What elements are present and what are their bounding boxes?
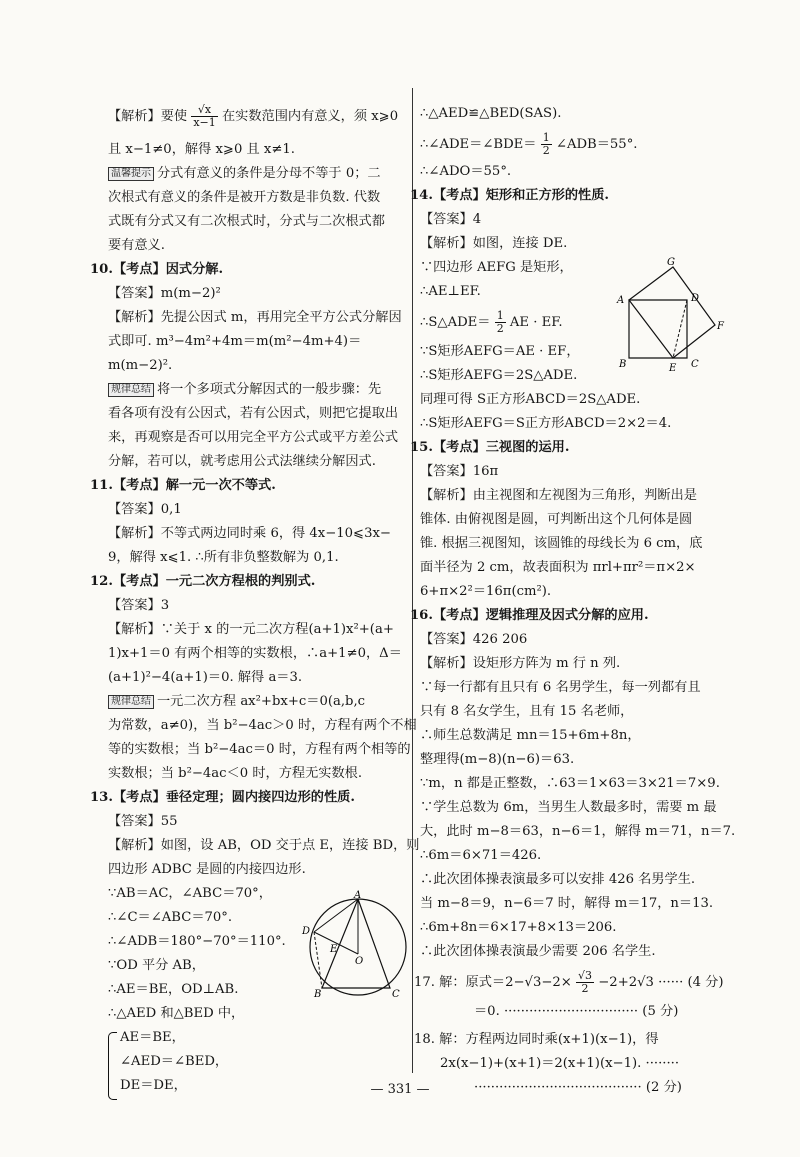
- rectangle-aefg: [629, 267, 715, 358]
- line: ∵每一行都有且只有 6 名男学生，每一列都有且: [420, 680, 701, 695]
- answer-line: 【答案】16π: [420, 464, 499, 479]
- text: ∴∠ADE＝∠BDE＝: [420, 137, 537, 152]
- column-divider: [412, 88, 413, 1073]
- line: ∴∠ADO＝55°.: [420, 164, 512, 179]
- question-heading: 11.【考点】解一元一次不等式.: [90, 478, 276, 493]
- question-heading: 16.【考点】逻辑推理及因式分解的应用.: [410, 608, 649, 623]
- text: 【解析】要使: [108, 109, 188, 124]
- line: 分解，若可以，就考虑用公式法继续分解因式.: [108, 454, 376, 469]
- page-number: — 331 —: [370, 1082, 430, 1097]
- line: 看各项有没有公因式，若有公因式，则把它提取出: [108, 406, 399, 421]
- line: 同理可得 S正方形ABCD＝2S△ADE.: [420, 392, 641, 407]
- line: DE＝DE，: [120, 1078, 187, 1093]
- answer-line: 【答案】0,1: [108, 502, 182, 517]
- label-d: D: [691, 293, 700, 304]
- text: 将一个多项式分解因式的一般步骤：先: [157, 382, 382, 397]
- line: ∴此次团体操表演最少需要 206 名学生.: [420, 944, 656, 959]
- line: ＝0. ································ (5 分): [474, 1004, 679, 1019]
- line: ∴AE⊥EF.: [420, 284, 481, 299]
- line: 【解析】由主视图和左视图为三角形，判断出是: [420, 488, 697, 503]
- line: 实数根；当 b²−4ac＜0 时，方程无实数根.: [108, 766, 363, 781]
- square-rectangle-figure: [615, 255, 730, 380]
- fraction: [541, 132, 552, 157]
- line: [420, 310, 563, 335]
- text: 分式有意义的条件是分母不等于 0；二: [157, 166, 381, 181]
- line: 【解析】先提公因式 m，再用完全平方公式分解因: [108, 310, 402, 325]
- text: 17. 解：原式＝2−√3−2×: [414, 975, 572, 990]
- line: 9，解得 x⩽1. ∴所有非负整数解为 0,1.: [108, 550, 339, 565]
- line: 面半径为 2 cm，故表面积为 πrl+πr²＝π×2×: [420, 560, 696, 575]
- line: [108, 692, 365, 712]
- numerator: √x: [191, 104, 217, 117]
- question-heading: 14.【考点】矩形和正方形的性质.: [410, 188, 609, 203]
- line: ∵四边形 AEFG 是矩形，: [420, 260, 573, 275]
- label-e: E: [669, 363, 677, 374]
- label-d: D: [302, 926, 311, 937]
- fraction: [576, 970, 594, 995]
- text: −2+2√3 ······ (4 分): [598, 975, 724, 990]
- line: 锥体. 由俯视图是圆，可判断出这个几何体是圆: [420, 512, 693, 527]
- line: ∴S矩形AEFG＝2S△ADE.: [420, 368, 578, 383]
- line: [108, 104, 398, 129]
- label-a: A: [354, 890, 362, 901]
- square-abcd: [629, 300, 687, 358]
- line: 只有 8 名女学生，且有 15 名老师，: [420, 704, 634, 719]
- label-f: F: [717, 321, 724, 332]
- line: 且 x−1≠0，解得 x⩾0 且 x≠1.: [108, 142, 295, 157]
- question-heading: 12.【考点】一元二次方程根的判别式.: [90, 574, 316, 589]
- text: ∠ADB＝55°.: [555, 137, 638, 152]
- line: ∴△AED 和△BED 中，: [108, 1006, 245, 1021]
- denominator: 2: [496, 322, 504, 335]
- line: ∴此次团体操表演最多可以安排 426 名男学生.: [420, 872, 696, 887]
- line: ∵学生总数为 6m，当男生人数最多时，需要 m 最: [420, 800, 717, 815]
- denominator: 2: [542, 144, 550, 157]
- label-b: B: [619, 359, 627, 370]
- line: ∵m，n 都是正整数，∴63＝1×63＝3×21＝7×9.: [420, 776, 720, 791]
- line: (a+1)²−4(a+1)＝0. 解得 a＝3.: [108, 670, 303, 685]
- line: ∵S矩形AEFG＝AE · EF，: [420, 344, 580, 359]
- line: ········································ (2 分): [474, 1080, 682, 1095]
- line: 来，再观察是否可以用完全平方公式或平方差公式: [108, 430, 399, 445]
- line: ∵AB＝AC，∠ABC＝70°，: [108, 886, 272, 901]
- line: m(m−2)².: [108, 358, 173, 373]
- line: 次根式有意义的条件是被开方数是非负数. 代数: [108, 190, 381, 205]
- line: ∴师生总数满足 mn＝15+6m+8n，: [420, 728, 641, 743]
- denominator: 2: [581, 982, 589, 995]
- line: 6+π×2²＝16π(cm²).: [420, 584, 552, 599]
- line: 【解析】如图，连接 DE.: [420, 236, 568, 251]
- question-line: 18. 解：方程两边同时乘(x+1)(x−1)，得: [414, 1032, 659, 1047]
- numerator: √3: [578, 969, 593, 982]
- line: [108, 164, 381, 184]
- text: AE · EF.: [509, 315, 563, 330]
- segment-bd: [314, 932, 322, 988]
- line: ∠AED＝∠BED，: [120, 1054, 229, 1069]
- line: 【解析】如图，设 AB，OD 交于点 E，连接 BD，则: [108, 838, 420, 853]
- answer-line: 【答案】4: [420, 212, 482, 227]
- line: ∴△AED≌△BED(SAS).: [420, 106, 562, 121]
- line: ∴S矩形AEFG＝S正方形ABCD＝2×2＝4.: [420, 416, 672, 431]
- line: 2x(x−1)+(x+1)＝2(x+1)(x−1). ········: [440, 1056, 680, 1071]
- line: ∴6m＝6×71＝426.: [420, 848, 542, 863]
- fraction: [495, 310, 506, 335]
- text: 在实数范围内有意义，须 x⩾0: [221, 109, 399, 124]
- label-o: O: [355, 956, 364, 967]
- fraction: [191, 104, 217, 129]
- line: 整理得(m−8)(n−6)＝63.: [420, 752, 575, 767]
- line: 大，此时 m−8＝63，n−6＝1，解得 m＝71，n＝7.: [420, 824, 736, 839]
- line: ∴∠ADB＝180°−70°＝110°.: [108, 934, 286, 949]
- summary-badge: 规律总结: [108, 695, 154, 709]
- line: 【解析】不等式两边同时乘 6，得 4x−10⩽3x−: [108, 526, 391, 541]
- answer-line: 【答案】426 206: [420, 632, 528, 647]
- label-g: G: [667, 257, 675, 268]
- denominator: x−1: [193, 116, 216, 129]
- label-a: A: [617, 295, 625, 306]
- numerator: 1: [496, 309, 504, 322]
- question-heading: 15.【考点】三视图的运用.: [410, 440, 570, 455]
- answer-line: 【答案】3: [108, 598, 170, 613]
- question-line: [414, 970, 724, 995]
- line: [420, 132, 637, 157]
- label-e: E: [330, 944, 338, 955]
- line: 四边形 ADBC 是圆的内接四边形.: [108, 862, 306, 877]
- summary-badge: 规律总结: [108, 383, 154, 397]
- label-c: C: [392, 989, 400, 1000]
- numerator: 1: [542, 131, 550, 144]
- text: 一元二次方程 ax²+bx+c＝0(a,b,c: [157, 694, 366, 709]
- tip-badge: 温馨提示: [108, 167, 154, 181]
- question-heading: 10.【考点】因式分解.: [90, 262, 224, 277]
- answer-line: 【答案】55: [108, 814, 178, 829]
- question-heading: 13.【考点】垂径定理；圆内接四边形的性质.: [90, 790, 355, 805]
- line: 【解析】设矩形方阵为 m 行 n 列.: [420, 656, 621, 671]
- line: 锥. 根据三视图知，该圆锥的母线长为 6 cm，底: [420, 536, 703, 551]
- line: [108, 380, 381, 400]
- line: ∴AE＝BE，OD⊥AB.: [108, 982, 239, 997]
- line: ∴6m+8n＝6×17+8×13＝206.: [420, 920, 617, 935]
- line: 1)x+1＝0 有两个相等的实数根，∴a+1≠0，Δ＝: [108, 646, 402, 661]
- line: 等的实数根；当 b²−4ac＝0 时，方程有两个相等的: [108, 742, 411, 757]
- answer-line: 【答案】m(m−2)²: [108, 286, 221, 301]
- line: 要有意义.: [108, 238, 165, 253]
- line: 式既有分式又有二次根式时，分式与二次根式都: [108, 214, 385, 229]
- line: 【解析】∵关于 x 的一元二次方程(a+1)x²+(a+: [108, 622, 394, 637]
- circle-figure: [300, 890, 415, 1000]
- line: 当 m−8＝9，n−6＝7 时，解得 m＝17，n＝13.: [420, 896, 714, 911]
- line: ∴∠C＝∠ABC＝70°.: [108, 910, 233, 925]
- text: ∴S△ADE＝: [420, 315, 491, 330]
- label-b: B: [314, 989, 322, 1000]
- line: 为常数，a≠0)，当 b²−4ac＞0 时，方程有两个不相: [108, 718, 417, 733]
- line: AE＝BE，: [120, 1030, 185, 1045]
- line: 式即可. m³−4m²+4m＝m(m²−4m+4)＝: [108, 334, 362, 349]
- label-c: C: [691, 359, 699, 370]
- line: ∵OD 平分 AB，: [108, 958, 205, 973]
